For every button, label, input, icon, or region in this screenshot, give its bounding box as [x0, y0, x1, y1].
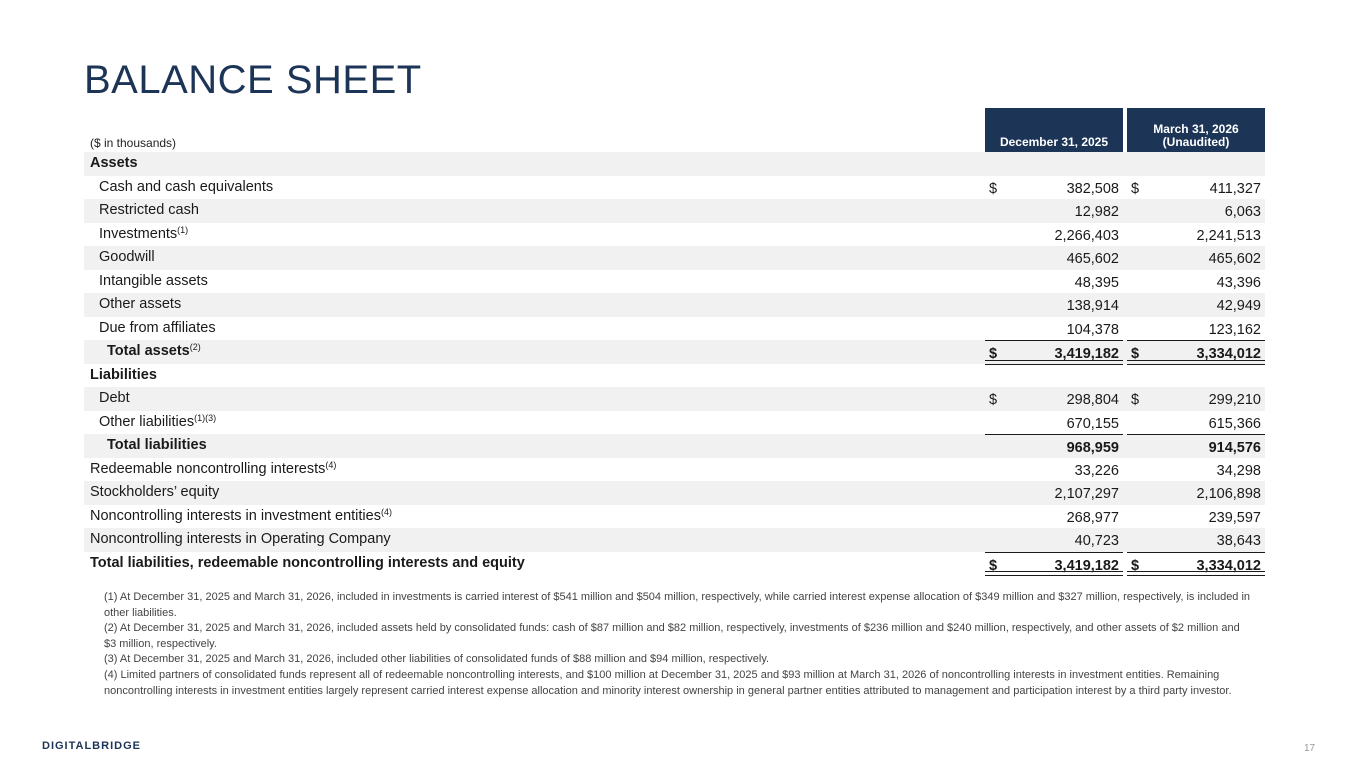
- cell-value: 104,378: [1066, 321, 1119, 338]
- row-label-text: Noncontrolling interests in Operating Company: [90, 531, 391, 547]
- currency-symbol: $: [1131, 392, 1140, 408]
- row-label-text: Total assets: [107, 343, 190, 359]
- footnote-ref: (1): [177, 224, 189, 235]
- row-label-text: Restricted cash: [99, 202, 199, 218]
- column-header-line1: March 31, 2026: [1153, 122, 1239, 136]
- cell-value: 2,107,297: [1054, 486, 1119, 502]
- currency-symbol: $: [989, 346, 998, 362]
- cell-value: 411,327: [1209, 180, 1261, 197]
- column-header-line2: (Unaudited): [1162, 135, 1230, 149]
- footnote: (1) At December 31, 2025 and March 31, 2026, included in investments is carried interest of $541 million and $504 million, respectively, while carried interest expense allocation of $349 million and $327 million, respectively, is included in other liabilities.: [104, 591, 1251, 619]
- cell-value: 465,602: [1066, 251, 1119, 267]
- value-cell-c2: [1127, 481, 1265, 505]
- total-row: [84, 340, 1265, 364]
- value-cell-c2: [1127, 458, 1265, 482]
- cell-value: 40,723: [1074, 533, 1119, 549]
- value-cell-c1: [985, 246, 1123, 270]
- cell-value: 239,597: [1208, 509, 1261, 526]
- footnote: (2) At December 31, 2025 and March 31, 2026, included assets held by consolidated funds: cash of $87 million and $82 million, respectively, investments of $236 million and $240 million, respectively, and other assets of $2 million and $3 million, respectively.: [104, 622, 1240, 650]
- value-cell-c2: [1127, 552, 1265, 576]
- value-cell-c1: [985, 270, 1123, 294]
- row-label: [99, 320, 216, 336]
- value-cell-c1: [985, 317, 1123, 341]
- cell-value: 43,396: [1216, 274, 1261, 291]
- row-label-text: Cash and cash equivalents: [99, 178, 274, 195]
- cell-value: 382,508: [1066, 180, 1119, 197]
- page-number: 17: [1304, 743, 1316, 754]
- cell-value: 268,977: [1066, 509, 1119, 526]
- section-header-row: [84, 152, 1265, 176]
- currency-symbol: $: [1131, 557, 1140, 574]
- row-label: [90, 367, 157, 383]
- row-label: [90, 155, 138, 171]
- table-row: [84, 481, 1265, 505]
- cell-value: 33,226: [1074, 462, 1119, 479]
- table-row: [84, 387, 1265, 411]
- table-row: [84, 246, 1265, 270]
- cell-value: 2,266,403: [1054, 227, 1119, 244]
- row-label: [90, 531, 391, 547]
- value-cell-c2: [1127, 411, 1265, 435]
- value-cell-c1: [985, 176, 1123, 200]
- balance-sheet-table: [84, 152, 1265, 575]
- row-label: [107, 343, 201, 359]
- table-row: [84, 176, 1265, 200]
- units-note: ($ in thousands): [90, 136, 177, 150]
- value-cell-c2: [1127, 223, 1265, 247]
- table-row: [84, 317, 1265, 341]
- row-label: [99, 249, 155, 265]
- cell-value: 670,155: [1066, 415, 1119, 432]
- row-label: [99, 226, 188, 242]
- column-header-mar-2026: [1127, 108, 1265, 152]
- value-cell-c2: [1127, 199, 1265, 223]
- row-label: [99, 179, 273, 195]
- cell-value: 615,366: [1208, 415, 1261, 432]
- row-label: [90, 555, 525, 571]
- currency-symbol: $: [1131, 180, 1140, 197]
- table-row: [84, 505, 1265, 529]
- cell-value: 34,298: [1216, 462, 1261, 479]
- currency-symbol: $: [989, 557, 998, 574]
- value-cell-c2: [1127, 176, 1265, 200]
- row-label-text: Liabilities: [90, 366, 157, 383]
- value-cell-c2: [1127, 246, 1265, 270]
- table-row: [84, 293, 1265, 317]
- cell-value: 123,162: [1208, 321, 1261, 338]
- row-label-text: Debt: [99, 390, 130, 406]
- row-label-text: Investments: [99, 225, 178, 242]
- value-cell-c1: [985, 223, 1123, 247]
- row-label: [107, 437, 207, 453]
- value-cell-c1: [985, 552, 1123, 576]
- cell-value: 6,063: [1224, 204, 1261, 220]
- value-cell-c2: [1127, 434, 1265, 458]
- value-cell-c1: [985, 434, 1123, 458]
- value-cell-c1: [985, 458, 1123, 482]
- cell-value: 465,602: [1208, 251, 1261, 267]
- currency-symbol: $: [989, 392, 998, 408]
- row-label-text: Total liabilities: [107, 437, 207, 453]
- value-cell-c1: [985, 199, 1123, 223]
- currency-symbol: $: [1131, 346, 1140, 362]
- footnote: (4) Limited partners of consolidated funds represent all of redeemable noncontrolling interests, and $100 million at December 31, 2025 and $93 million at March 31, 2026 of noncontrolling interests in investment entities. Remaining noncontrolling interests in investment entities largely represent carried interest expense allocation and minority interest ownership in general partner entities attributed to management and participation interest by a third party investor.: [104, 668, 1232, 697]
- section-header-row: [84, 364, 1265, 388]
- row-label-text: Due from affiliates: [99, 319, 216, 336]
- cell-value: 2,106,898: [1196, 486, 1261, 502]
- table-row: [84, 458, 1265, 482]
- page-title: BALANCE SHEET: [84, 58, 422, 102]
- row-label: [90, 484, 219, 500]
- company-logo: DIGITALBRIDGE: [42, 740, 141, 752]
- cell-value: 298,804: [1066, 392, 1119, 408]
- footnote-ref: (4): [325, 459, 337, 470]
- row-label-text: Redeemable noncontrolling interests: [90, 460, 326, 477]
- footnote-ref: (2): [189, 342, 201, 352]
- value-cell-c2: [1127, 293, 1265, 317]
- row-label-text: Stockholders’ equity: [90, 484, 220, 500]
- footnote-ref: (1)(3): [194, 412, 217, 423]
- footnotes: [104, 590, 1254, 699]
- row-label-text: Total liabilities, redeemable noncontrolling interests and equity: [90, 554, 525, 571]
- cell-value: 12,982: [1074, 204, 1119, 220]
- row-label-text: Goodwill: [99, 249, 155, 265]
- table-row: [84, 411, 1265, 435]
- value-cell-c1: [985, 481, 1123, 505]
- table-row: [84, 528, 1265, 552]
- value-cell-c1: [985, 293, 1123, 317]
- row-label: [99, 390, 130, 406]
- cell-value: 3,419,182: [1054, 557, 1119, 574]
- row-label: [99, 414, 216, 430]
- column-header-line2: December 31, 2025: [999, 135, 1109, 149]
- value-cell-c2: [1127, 387, 1265, 411]
- cell-value: 968,959: [1066, 440, 1119, 456]
- row-label-text: Noncontrolling interests in investment entities: [90, 507, 381, 524]
- cell-value: 138,914: [1066, 298, 1119, 314]
- value-cell-c2: [1127, 270, 1265, 294]
- cell-value: 3,334,012: [1196, 346, 1261, 362]
- cell-value: 914,576: [1208, 440, 1261, 456]
- table-row: [84, 223, 1265, 247]
- cell-value: 48,395: [1074, 274, 1119, 291]
- total-row: [84, 552, 1265, 576]
- cell-value: 38,643: [1216, 533, 1261, 549]
- row-label: [99, 202, 199, 218]
- value-cell-c1: [985, 505, 1123, 529]
- row-label-text: Intangible assets: [99, 272, 208, 289]
- value-cell-c1: [985, 411, 1123, 435]
- row-label-text: Assets: [90, 155, 138, 171]
- row-label: [99, 273, 208, 289]
- value-cell-c2: [1127, 317, 1265, 341]
- cell-value: 299,210: [1208, 392, 1261, 408]
- value-cell-c2: [1127, 505, 1265, 529]
- cell-value: 2,241,513: [1196, 227, 1261, 244]
- cell-value: 3,419,182: [1054, 346, 1119, 362]
- value-cell-c2: [1127, 340, 1265, 364]
- value-cell-c2: [1127, 528, 1265, 552]
- value-cell-c1: [985, 340, 1123, 364]
- row-label: [90, 461, 336, 477]
- cell-value: 42,949: [1216, 298, 1261, 314]
- row-label-text: Other liabilities: [99, 413, 195, 430]
- value-cell-c1: [985, 387, 1123, 411]
- footnote-ref: (4): [380, 506, 392, 517]
- cell-value: 3,334,012: [1196, 557, 1261, 574]
- row-label: [99, 296, 181, 312]
- currency-symbol: $: [989, 180, 998, 197]
- table-row: [84, 199, 1265, 223]
- row-label-text: Other assets: [99, 296, 182, 312]
- total-row: [84, 434, 1265, 458]
- table-row: [84, 270, 1265, 294]
- column-header-dec-2025: [985, 108, 1123, 152]
- footnote: (3) At December 31, 2025 and March 31, 2026, included other liabilities of consolidated funds of $88 million and $94 million, respectively.: [104, 653, 770, 666]
- row-label: [90, 508, 392, 524]
- value-cell-c1: [985, 528, 1123, 552]
